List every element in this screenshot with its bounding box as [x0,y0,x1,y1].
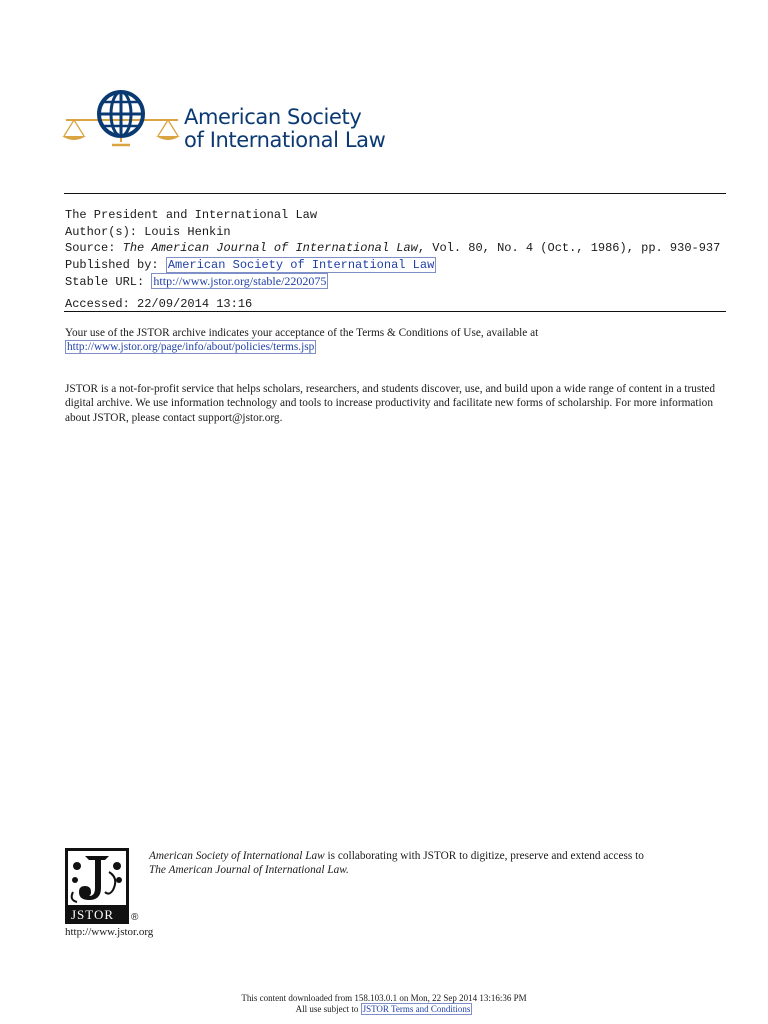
download-footer [0,993,768,1014]
publisher-logo-text [184,106,385,152]
jstor-logo [65,848,139,926]
stable-url-line [65,273,720,291]
publisher-logo-line2: of International Law [184,128,386,152]
published-by-label: Published by: [65,257,159,272]
accessed-label: Accessed: [65,296,130,311]
stable-url-link[interactable]: http://www.jstor.org/stable/2202075 [153,274,327,288]
accessed-value: 22/09/2014 13:16 [137,296,253,311]
publisher-logo-line1: American Society [184,105,362,129]
terms-link[interactable]: http://www.jstor.org/page/info/about/policies/terms.jsp [67,341,315,354]
article-metadata [65,207,720,312]
accessed-line [65,296,720,313]
terms-footer-link[interactable]: JSTOR Terms and Conditions [362,1003,471,1014]
publisher-link[interactable]: American Society of International Law [167,257,435,272]
collab-journal: The American Journal of International Law. [149,864,349,876]
jstor-logo-text: JSTOR [71,907,115,922]
collab-text: is collaborating with JSTOR to digitize, preserve and extend access to [324,850,644,862]
terms-footer-line [0,1004,768,1015]
terms-notice-text: Your use of the JSTOR archive indicates your acceptance of the Terms & Conditions of Use, available at [65,327,539,339]
terms-notice [65,326,727,355]
globe-scales-icon [62,90,182,150]
publisher-logo [62,90,442,160]
top-divider [64,193,726,194]
authors-line [65,224,720,241]
download-line: This content downloaded from 158.103.0.1 on Mon, 22 Sep 2014 13:16:36 PM [241,993,527,1003]
journal-title: The American Journal of International Law [122,241,418,255]
collaboration-note [149,849,729,877]
jstor-notice: JSTOR is a not-for-profit service that helps scholars, researchers, and students discover, use, and build upon a wide range of content in a trusted digital archive. We use information technology and tools to increase productivity and facilitate new forms of scholarship. For more information about JSTOR, please contact support@jstor.org. [65,383,716,424]
registered-mark: ® [131,912,139,923]
collab-publisher: American Society of International Law [149,850,325,862]
jstor-url[interactable]: http://www.jstor.org [65,926,154,938]
authors-value: Louis Henkin [144,224,231,239]
bottom-divider [64,311,726,312]
published-by-line [65,257,720,274]
stable-url-label: Stable URL: [65,275,145,289]
authors-label: Author(s): [65,224,138,239]
source-details: , Vol. 80, No. 4 (Oct., 1986), pp. 930-937 [417,241,721,255]
source-label: Source: [65,241,116,255]
source-line [65,240,720,257]
article-title: The President and International Law [65,208,318,222]
terms-footer-prefix: All use subject to [295,1003,359,1014]
